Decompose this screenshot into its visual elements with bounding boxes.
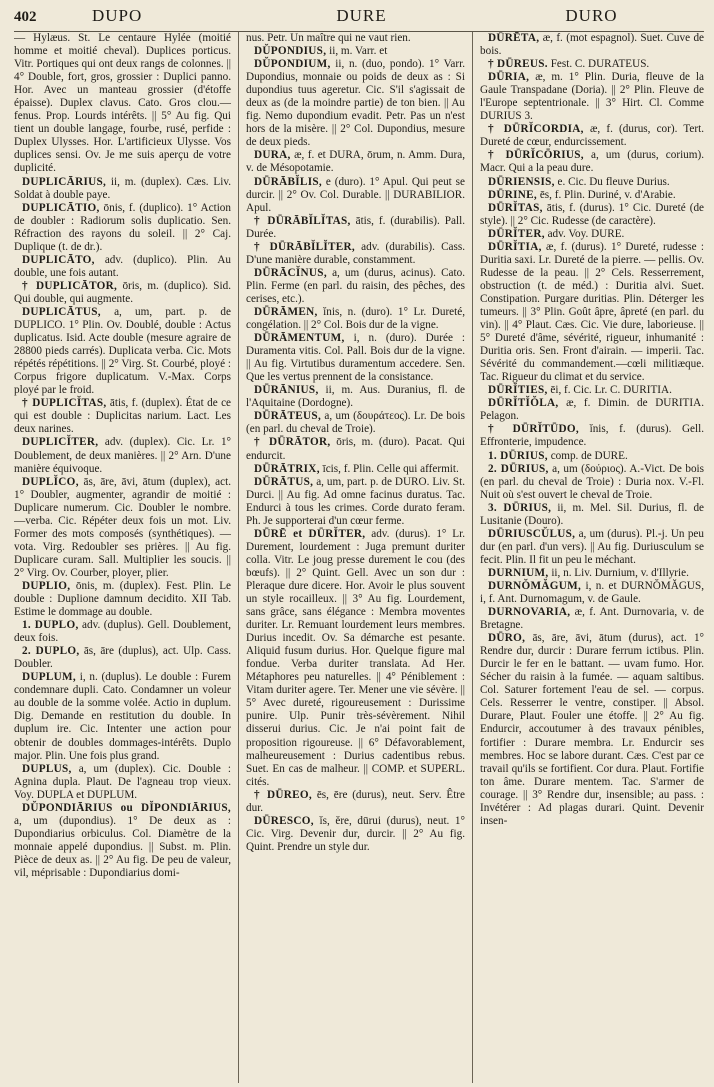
- entry-definition: adv. Voy. DURE.: [547, 227, 625, 240]
- right-guide-word: DURO: [565, 6, 618, 25]
- dictionary-entry: [480, 606, 704, 632]
- entry-headword: DŬPONDIĀRIUS ou DĬPONDIĀRIUS,: [22, 801, 231, 814]
- entry-definition: æ, f. (durus). 1° Dureté, rudesse : Duritia saxi. Lr. Dureté de la pierre. — pellis. Ov. Rudesse de la peau. || 2° Cels. Resserrement, obstruction (t. de méd.) : Duritia alvi. Suet. Constipation. Purgare duritias. Plin. Déterger les tumeurs. || 3° Plin. Goût âpre, âpreté (en parl. du vin). || 4° Plaut. Cæs. Cic. Vie dure, laborieuse. || 5° Dureté d'âme, sévérité, rigueur, inhumanité : Duritia oris. Sen. Front d'airain. — imperii. Tac. Sévérité du commandement.—cœli militiæque. Tac. Rigueur du climat et du service.: [480, 240, 704, 384]
- entry-headword: 1. DUPLO,: [22, 619, 79, 632]
- entry-headword: † DŪRĀBĬLĬTAS,: [254, 214, 351, 227]
- dictionary-entry: [14, 476, 231, 580]
- left-guide-word: DUPO: [92, 6, 143, 25]
- entry-headword: † DŪRĬCŌRIUS,: [488, 149, 584, 162]
- dictionary-entry: [480, 463, 704, 502]
- dictionary-entry: [480, 228, 704, 241]
- dictionary-entry: [14, 436, 231, 475]
- entry-definition: ās, āre, āvi, ātum (duplex), act. 1° Doubler, augmenter, agrandir de moitié : Duplicare numerum. Cic. Doubler le nombre. —verba. Cic. Répéter deux fois un mot. Liv. Former des mots composés (synthétiques). — vota. Virg. Redoubler ses prières. || Au fig. Duplicare curam. Sall. Multiplier les soucis. || 2° Virg. Ov. Courber, ployer, plier.: [14, 475, 232, 579]
- entry-headword: DURNOVARIA,: [488, 606, 571, 619]
- entry-headword: DUPLICĬTER,: [22, 436, 99, 449]
- entry-headword: DUPLUM,: [22, 671, 76, 684]
- entry-definition: adv. (duplus). Gell. Doublement, deux fois.: [14, 619, 232, 645]
- dictionary-entry: [246, 384, 465, 410]
- dictionary-entry: [480, 71, 704, 123]
- entry-definition: adv. (duplex). Cic. Lr. 1° Doublement, de deux manières. || 2° Arn. D'une manière équivoque.: [14, 436, 232, 475]
- entry-headword: DUPLICĀTUS,: [22, 305, 101, 318]
- entry-definition: a, um, part. p. de DURO. Liv. St. Durci. || Au fig. Ad omne facinus duratus. Tac. Endurci à tous les crimes. Corde durato feram. Ph. Je supporterai d'un cœur ferme.: [246, 475, 465, 527]
- column-left: [14, 32, 238, 1083]
- entry-headword: DUPLĬCO,: [22, 475, 79, 488]
- dictionary-entry: [14, 802, 231, 880]
- column-middle: [238, 32, 472, 1083]
- dictionary-entry: [14, 580, 231, 619]
- entry-definition: i, n. et DURNŎMĂGUS, i, f. Ant. Durnomagum, v. de Gaule.: [480, 579, 704, 606]
- dictionary-entry: [246, 789, 465, 815]
- column-right: [472, 32, 704, 1083]
- entry-headword: 3. DŪRIUS,: [488, 501, 552, 514]
- entry-headword: † DŪRĬTŪDO,: [488, 423, 579, 436]
- entry-definition: e (duro). 1° Apul. Qui peut se durcir. || 2° Ov. Col. Durable. || DURABILIOR. Apul.: [246, 175, 465, 214]
- dictionary-entry: [480, 502, 704, 528]
- running-head: [14, 6, 704, 32]
- entry-headword: DŪRINE,: [488, 188, 538, 201]
- entry-headword: DURNIUM,: [488, 566, 549, 579]
- entry-headword: 2. DŪRIUS,: [488, 462, 549, 475]
- dictionary-entry: [480, 149, 704, 175]
- dictionary-entry: [14, 619, 231, 645]
- dictionary-entry: [480, 423, 704, 449]
- dictionary-entry: [14, 202, 231, 254]
- entry-headword: DŪRĬTĬŎLA,: [488, 397, 559, 410]
- dictionary-entry: [480, 241, 704, 385]
- entry-definition: ēs, f. Plin. Duriné, v. d'Arabie.: [539, 188, 676, 201]
- dictionary-entry: [480, 123, 704, 149]
- dictionary-entry: [246, 241, 465, 267]
- dictionary-entry: [14, 306, 231, 397]
- entry-definition: ii, m. (duplex). Cæs. Liv. Soldat à double paye.: [14, 175, 232, 201]
- entry-definition: a, um (δουράτεος). Lr. De bois (en parl. du cheval de Troie).: [246, 410, 465, 436]
- entry-definition: ātis, f. (durabilis). Pall. Durée.: [246, 214, 465, 240]
- entry-headword: DŪRĬTER,: [488, 227, 545, 240]
- dictionary-entry: [480, 202, 704, 228]
- entry-headword: DUPLICĀTIO,: [22, 201, 100, 214]
- dictionary-entry: [480, 580, 704, 606]
- entry-definition: adv. (durus). 1° Lr. Durement, lourdement : Juga premunt duriter colla. Vitr. Le joug presse durement le cou (des bœufs). || 2° Quint. Gell. Avec un son dur : Pleraque dure dicere. Hor. Avoir le plus souvent un style rocailleux. || 3° Au fig. Lourdement, sans grâce, sans élégance : Membra moventes duriter. Lr. Remuant lourdement leurs membres. Durius incedit. Ov. Sa démarche est pesante. Aliquid fusum durius. Hor. Quelque figure mal fondue. Verba duriter translata. Ad Her. Métaphores peu naturelles. || 4° Péniblement : Vitam duriter agere. Ter. Mener une vie sévère. || 5° Avec dureté, rigoureusement : Durissime punire. Ulp. Punir très-sévèrement. Nihil disserui durius. Cic. Je n'ai point fait de proposition rigoureuse. || 6° Défavorablement, malheureusement : Durius cadentibus rebus. Suet. En cas de malheur. || COMP. et SUPERL. cités.: [246, 527, 466, 788]
- entry-definition: ōnis, f. (duplico). 1° Action de doubler : Radiorum solis duplicatio. Sen. Réfraction des rayons du soleil. || 2° Caj. Duplique (t. de dr.).: [14, 201, 231, 253]
- entry-definition: ās, āre, āvi, ātum (durus), act. 1° Rendre dur, durcir : Durare ferrum ictibus. Plin. Durcir le fer en le battant. — uvam fumo. Hor. Sécher du raisin à la fumée. — aquam saltibus. Col. Saturer fortement l'eau de sel. — corpus. Cels. Resserrer le ventre, constiper. || Absol. Durare, Plaut. Fouler une étoffe. || 2° Au fig. Endurcir, accoutumer à des travaux pénibles, fortifier : Durare membra. Lr. Endurcir ses membres. Hoc se labore durant. Cæs. C'est par ce travail qu'ils se fortifient. Cor dura. Plaut. Fortifie ton âme. Durare mentem. Tac. S'armer de courage. || 3° Rendre dur, insensible; au pass. : Invétérer : Ad plagas durari. Quint. Devenir insen-: [480, 632, 704, 827]
- dictionary-entry: [480, 567, 704, 580]
- entry-definition: ĭnis, n. (duro). 1° Lr. Dureté, congélation. || 2° Col. Bois dur de la vigne.: [246, 305, 466, 332]
- dictionary-entry: [246, 332, 465, 384]
- entry-definition: ātis, f. (duplex). État de ce qui est double : Duplicitas narium. Lact. Les deux narines.: [14, 397, 232, 436]
- dictionary-entry: [246, 176, 465, 215]
- entry-headword: DŪRĀCĬNUS,: [254, 266, 327, 279]
- entry-definition: ii, n. (duo, pondo). 1° Varr. Dupondius, monnaie ou poids de deux as : Si dupondius tuus ageretur. Cic. S'il s'agissait de deux as (de la moindre partie) de ton bien. || Au fig. Nemo dupondium evadit. Petr. Pas un n'est hors de la misère. || 2° Col. Dupondius, mesure de deux pieds.: [246, 58, 465, 149]
- entry-definition: a, um (duplex). Cic. Double : Agnina dupla. Plaut. De l'agneau trop vieux. Voy. DUPLA et DUPLUM.: [14, 762, 232, 801]
- entry-definition: a, um, part. p. de DUPLICO. 1° Plin. Ov. Doublé, double : Actus duplicatus. Isid. Acte double (mesure agraire de 28800 pieds carrés). Duplicata verba. Cic. Mots répétés répétitions. || 2° Virg. St. Courbé, ployé : Corpus frigore duplicatum. V.-Max. Corps ployé par le froid.: [14, 305, 231, 397]
- entry-definition: a, um (durus, acinus). Cato. Plin. Ferme (en parl. du raisin, des pêches, des cerises, etc.).: [246, 266, 465, 305]
- dictionary-entry: [246, 32, 465, 45]
- entry-headword: DUPLICĀTO,: [22, 253, 95, 266]
- dictionary-entry: [14, 32, 231, 176]
- dictionary-entry: [480, 384, 704, 397]
- dictionary-entry: [480, 189, 704, 202]
- entry-headword: DŪRĀBĬLIS,: [254, 175, 322, 188]
- entry-headword: DŬPONDIUM,: [254, 58, 331, 71]
- entry-definition: īcis, f. Plin. Celle qui affermit.: [322, 462, 459, 475]
- dictionary-entry: [246, 45, 465, 58]
- entry-definition: comp. de DURE.: [550, 449, 628, 462]
- dictionary-entry: [246, 410, 465, 436]
- entry-headword: DURNŎMĂGUM,: [488, 579, 582, 592]
- dictionary-entry: [246, 815, 465, 854]
- entry-definition: ii, m. Varr. et: [329, 45, 388, 58]
- entry-definition: adv. (durabilis). Cass. D'une manière durable, constamment.: [246, 240, 466, 266]
- entry-definition: a, um (δούριος). A.-Vict. De bois (en parl. du cheval de Troie) : Duria nox. V.-Fl. Nuit où s'est ouvert le cheval de Troie.: [480, 462, 704, 501]
- entry-definition: ēs, ēre (durus), neut. Serv. Être dur.: [246, 788, 466, 814]
- entry-headword: DŪRĒ et DŪRĬTER,: [254, 527, 366, 540]
- dictionary-entry: [246, 58, 465, 149]
- entry-definition: adv. (duplico). Plin. Au double, une fois autant.: [14, 253, 231, 279]
- entry-definition: i, n. (duro). Durée : Duramenta vitis. Col. Pall. Bois dur de la vigne. || Au fig. Virtutibus duramentum accedere. Sen. Que les vertus prennent de la consistance.: [246, 332, 465, 384]
- entry-headword: DŪRĬTAS,: [488, 201, 543, 214]
- dictionary-entry: [246, 528, 465, 789]
- entry-headword: † DUPLICĬTAS,: [22, 397, 107, 410]
- entry-headword: † DŪREUS.: [488, 58, 548, 71]
- entry-headword: DURA,: [254, 149, 291, 162]
- dictionary-entry: [14, 176, 231, 202]
- dictionary-entry: [14, 763, 231, 802]
- entry-definition: æ, f. Dimin. de DURITIA. Pelagon.: [480, 397, 704, 423]
- entry-headword: DŬPONDIUS,: [254, 45, 327, 58]
- dictionary-entry: [480, 397, 704, 423]
- entry-headword: 2. DUPLO,: [22, 645, 80, 658]
- entry-definition: ii, n. Liv. Durnium, v. d'Illyrie.: [551, 566, 689, 579]
- entry-headword: DUPLUS,: [22, 762, 72, 775]
- entry-headword: 1. DŪRIUS,: [488, 449, 548, 462]
- entry-headword: DŪRĒTA,: [488, 32, 540, 44]
- entry-headword: † DŪREO,: [254, 788, 313, 801]
- entry-definition: æ, f. (durus, cor). Tert. Dureté de cœur, endurcissement.: [480, 123, 704, 149]
- dictionary-entry: [246, 463, 465, 476]
- entry-definition: ōris, m. (duplico). Sid. Qui double, qui augmente.: [14, 279, 231, 305]
- entry-definition: æ, f. (mot espagnol). Suet. Cuve de bois.: [480, 32, 704, 58]
- text-columns: [14, 32, 704, 1083]
- entry-definition: ĭs, ĕre, dūrui (durus), neut. 1° Cic. Virg. Devenir dur, durcir. || 2° Au fig. Quint. Prendre un style dur.: [246, 814, 466, 853]
- dictionary-entry: [14, 397, 231, 436]
- entry-definition: — Hylæus. St. Le centaure Hylée (moitié homme et moitié cheval). Duplices porticus. Vitr. Portiques qui ont deux rangs de colonnes. || 4° Double, fort, gros, grossier : Duplici panno. Hor. Avec un manteau grossier (d'étoffe épaisse). Duplex clavus. Cato. Gros clou.—fenus. Prop. Lourds intérêts. || 5° Au fig. Qui tient un double langage, fourbe, rusé, perfide : Duplex Ulysses. Hor. L'artificieux Ulysse. Vos duplices sensi. Ov. Je me suis aperçu de votre duplicité.: [14, 32, 231, 175]
- entry-headword: DŪRĀTUS,: [254, 475, 314, 488]
- entry-definition: ās, āre (duplus), act. Ulp. Cass. Doubler.: [14, 645, 231, 671]
- entry-headword: DŪRIA,: [488, 71, 530, 84]
- entry-definition: ōris, m. (duro). Pacat. Qui endurcit.: [246, 436, 466, 462]
- entry-headword: † DŪRĀBĬLĬTER,: [254, 240, 356, 253]
- dictionary-entry: [14, 254, 231, 280]
- entry-definition: ātis, f. (durus). 1° Cic. Dureté (de style). || 2° Cic. Rudesse (de caractère).: [480, 201, 704, 227]
- entry-definition: Fest. C. DURATEUS.: [550, 58, 650, 71]
- entry-headword: DŪRIUSCŬLUS,: [488, 527, 576, 540]
- entry-definition: ēi, f. Cic. Lr. C. DURITIA.: [550, 384, 672, 397]
- entry-definition: e. Cic. Du fleuve Durius.: [557, 175, 670, 188]
- dictionary-entry: [246, 267, 465, 306]
- entry-definition: ōnis, m. (duplex). Fest. Plin. Le double : Duplione damnum decidito. XII Tab. Estime le dommage au double.: [14, 579, 232, 619]
- entry-definition: ii, m. Mel. Sil. Durius, fl. de Lusitanie (Douro).: [480, 501, 704, 527]
- entry-definition: i, n. (duplus). Le double : Furem condemnare dupli. Cato. Condamner un voleur au double de la somme volée. Actio in duplum. Dig. Demande en restitution du double. In duplum ire. Cic. Intenter une action pour obtenir de doubles dommages-intérêts. Duplo major. Plin. Une fois plus grand.: [14, 671, 232, 762]
- entry-headword: DŪRĬTIA,: [488, 240, 542, 253]
- dictionary-entry: [246, 436, 465, 462]
- entry-headword: DŪRESCO,: [254, 814, 314, 827]
- dictionary-entry: [14, 280, 231, 306]
- entry-headword: DŪRĀTRIX,: [254, 462, 320, 475]
- entry-definition: a, um (durus). Pl.-j. Un peu dur (en parl. d'un vers). || Au fig. Duriusculum se fecit. Plin. Il fit un peu le méchant.: [480, 527, 704, 566]
- entry-definition: æ, f. et DURA, ōrum, n. Amm. Dura, v. de Mésopotamie.: [246, 149, 466, 175]
- entry-headword: DŪRĀNIUS,: [254, 384, 319, 397]
- dictionary-entry: [246, 476, 465, 528]
- entry-headword: DŪRIENSIS,: [488, 175, 555, 188]
- entry-headword: † DŪRĬCORDIA,: [488, 123, 584, 136]
- entry-definition: ii, m. Aus. Duranius, fl. de l'Aquitaine (Dordogne).: [246, 384, 465, 410]
- entry-headword: DŪRO,: [488, 632, 526, 645]
- entry-headword: DŪRĀTEUS,: [254, 410, 322, 423]
- entry-definition: a, um (durus, corium). Macr. Qui a la peau dure.: [480, 149, 704, 175]
- dictionary-entry: [246, 215, 465, 241]
- page-number: 402: [14, 9, 37, 25]
- entry-definition: a, um (dupondius). 1° De deux as : Dupondiarius orbiculus. Col. Diamètre de la monnaie appelé dupondius. || Subst. m. Plin. Pièce de deux as. || 2° Au fig. De peu de valeur, vil, méprisable : Dupondiarius domi-: [14, 814, 231, 879]
- entry-headword: DŪRĀMEN,: [254, 305, 318, 318]
- dictionary-entry: [246, 149, 465, 175]
- entry-definition: æ, m. 1° Plin. Duria, fleuve de la Gaule Transpadane (Doria). || 2° Plin. Fleuve de l'Europe septentrionale. || 3° Hirt. Cl. Comme DURIUS 3.: [480, 71, 704, 123]
- dictionary-entry: [480, 58, 704, 71]
- center-guide-word: DURE: [336, 6, 387, 25]
- dictionary-entry: [480, 632, 704, 828]
- dictionary-entry: [480, 176, 704, 189]
- entry-headword: DUPLICĀRIUS,: [22, 175, 107, 188]
- entry-headword: † DŪRĀTOR,: [254, 436, 331, 449]
- dictionary-entry: [14, 645, 231, 671]
- entry-headword: DUPLIO,: [22, 579, 71, 592]
- entry-headword: DŪRĬTIES,: [488, 384, 548, 397]
- entry-definition: ĭnis, f. (durus). Gell. Effronterie, impudence.: [480, 423, 704, 449]
- dictionary-entry: [14, 671, 231, 762]
- entry-definition: nus. Petr. Un maître qui ne vaut rien.: [246, 32, 411, 44]
- dictionary-entry: [480, 528, 704, 567]
- dictionary-entry: [246, 306, 465, 332]
- dictionary-entry: [480, 32, 704, 58]
- entry-headword: † DUPLICĀTOR,: [22, 279, 118, 292]
- entry-headword: DŪRĀMENTUM,: [254, 332, 345, 345]
- entry-definition: æ, f. Ant. Durnovaria, v. de Bretagne.: [480, 606, 704, 632]
- dictionary-entry: [480, 450, 704, 463]
